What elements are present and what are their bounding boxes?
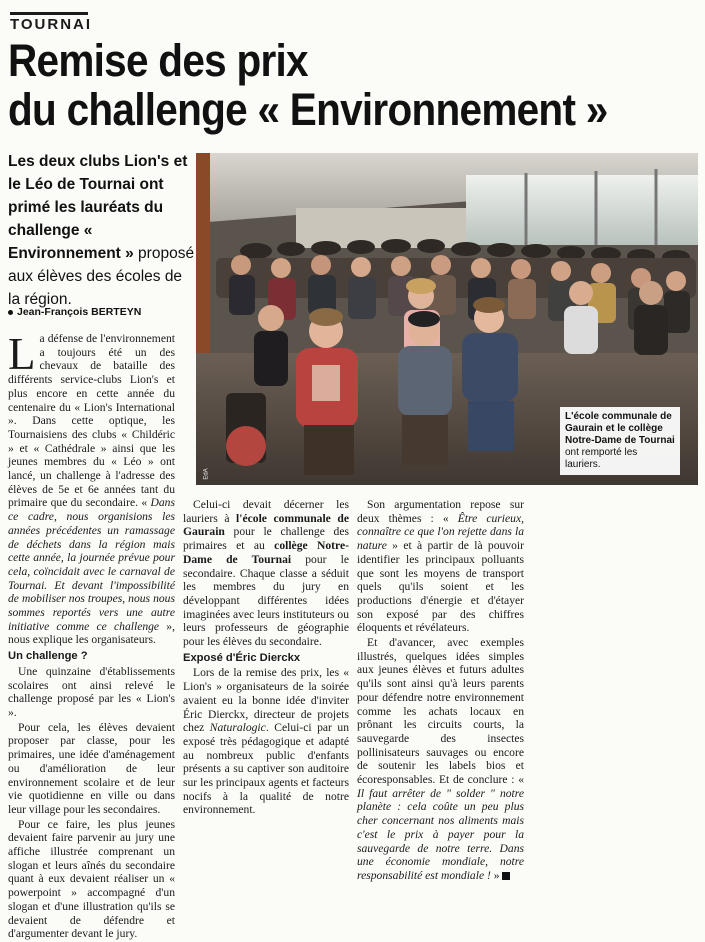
article-paragraph xyxy=(183,666,349,817)
headline-line-1: Remise des prix xyxy=(8,35,308,86)
headline xyxy=(8,36,631,134)
bullet-icon xyxy=(8,310,13,315)
article-paragraph xyxy=(357,636,524,883)
section-tag: TOURNAI xyxy=(10,12,88,33)
article-column-1 xyxy=(8,329,175,942)
quote-text: Dans ce cadre, nous organisions les années précédentes un ramassage de déchets dans la région mais cette année, la journée prévue pour cela, coïncidait avec le carnaval de Tournai. Et devant l'impossibilité de mobiliser nos troupes, nous nous sommes reportés vers une autre initiative comme ce challenge xyxy=(8,496,175,633)
article-paragraph: Pour ce faire, les plus jeunes devaient faire parvenir au jury une affiche illustrée comprenant un slogan et leurs aînés du secondaire quant à eux devaient réaliser un « powerpoint » accompagné d'un slogan et d'une illustration qu'ils se devaient de défendre et d'argumenter devant le jury. xyxy=(8,817,175,941)
lead-rest: proposé aux élèves des écoles de la région. xyxy=(8,245,195,308)
article-paragraph xyxy=(8,329,175,647)
paragraph-text: Lors de la remise des prix, les « Lion's » organisateurs de la soirée avaient eu la bonne idée d'inviter Éric Dierckx, directeur de projets chez xyxy=(183,666,349,735)
subheading: Un challenge ? xyxy=(8,650,88,663)
article-column-2 xyxy=(183,498,349,818)
photo-caption xyxy=(560,407,680,475)
quote-text: Il faut arrêter de " solder " notre planète : cela coûte un peu plus cher concernant nos aliments mais c'est le prix à payer pour la sauvegarde de notre terre. Dans une économie mondiale, notre responsabilité est mondiale ! xyxy=(357,786,524,882)
drop-cap: L xyxy=(8,329,36,379)
paragraph-text: a défense de l'environnement a toujours été un des chevaux de bataille des différents service-clubs Lion's et plus encore en cette année du centenaire du « Lion's International ». Dans cette optique, les Tournaisiens des clubs « Childéric » et « Cathédrale » ainsi que les jeunes membres du « Léo » ont lancé, un challenge à l'adresse des élèves de 5e et 6e années tant du primaire que du secondaire. « xyxy=(8,332,175,510)
byline xyxy=(8,306,141,318)
caption-rest: ont remporté les lauriers. xyxy=(565,447,638,470)
italic-text: Naturalogic xyxy=(209,721,266,735)
paragraph-text: pour le secondaire. Chaque classe a séduit les membres du jury en développant différentes idées imaginées avec leurs instituteurs ou leurs professeurs de géographie pour les élèves du secondaire. xyxy=(183,552,349,649)
paragraph-text: pour le challenge des primaires et au xyxy=(183,525,349,553)
paragraph-text: » et à partir de là pouvoir identifier les principaux polluants que sont les moyens de transport quels qu'ils soient et les productions d'énergie et d'étayer son exposé par des chiffres éloquents et révélateurs. xyxy=(357,539,524,635)
headline-line-2: du challenge « Environnement » xyxy=(8,84,608,135)
article-paragraph: Pour cela, les élèves devaient proposer par classe, pour les primaires, une idée d'aménagement ou d'amélioration de leur environnement scolaire et de leur vie quotidienne en ville ou dans leur village pour les secondaires. xyxy=(8,720,175,816)
article-column-3 xyxy=(357,498,524,884)
paragraph-text: Et d'avancer, avec exemples illustrés, quelques idées simples aux jeunes élèves et futurs adultes qu'ils sont ainsi qu'à leurs parents pour défendre notre environnement comme les achats locaux en prônant les circuits courts, la sauvegarde des insectes pollinisateurs sauvages ou encore de soutenir les labels bios et écoresponsables. Et de conclure : « xyxy=(357,636,524,787)
paragraph-text: » xyxy=(490,868,500,882)
paragraph-text: . Celui-ci par un exposé très pédagogique et adapté au nombreux public d'enfants présents a su captiver son auditoire sur les principaux agents et facteurs nocifs à la qualité de notre environnement. xyxy=(183,721,350,817)
caption-bold: L'école communale de Gaurain et le collège Notre-Dame de Tournai xyxy=(565,411,675,446)
lead-bold: Les deux clubs Lion's et le Léo de Tournai ont primé les lauréats du challenge « Environnement » xyxy=(8,153,188,262)
bold-text: collège Notre-Dame de Tournai xyxy=(183,539,349,566)
article-paragraph: Une quinzaine d'établissements scolaires ont ainsi relevé le challenge proposé par les « Lion's ». xyxy=(8,664,175,719)
paragraph-text: Son argumentation repose sur deux thèmes : « xyxy=(357,498,524,525)
paragraph-text: Celui-ci devait décerner les lauriers à xyxy=(183,498,349,525)
quote-text: Être curieux, connaître ce que l'on rejette dans la nature xyxy=(357,511,524,553)
article-photo xyxy=(196,153,698,485)
lead-paragraph xyxy=(8,150,196,311)
article-paragraph xyxy=(183,498,349,649)
end-mark-icon xyxy=(502,872,510,880)
byline-author: Jean-François BERTEYN xyxy=(17,306,142,318)
subheading: Exposé d'Éric Dierckx xyxy=(183,651,301,664)
article-paragraph xyxy=(357,498,524,635)
bold-text: l'école communale de Gaurain xyxy=(183,511,349,539)
photo-credit: EdA xyxy=(203,468,210,480)
paragraph-text: », nous explique les organisateurs. xyxy=(8,619,175,647)
